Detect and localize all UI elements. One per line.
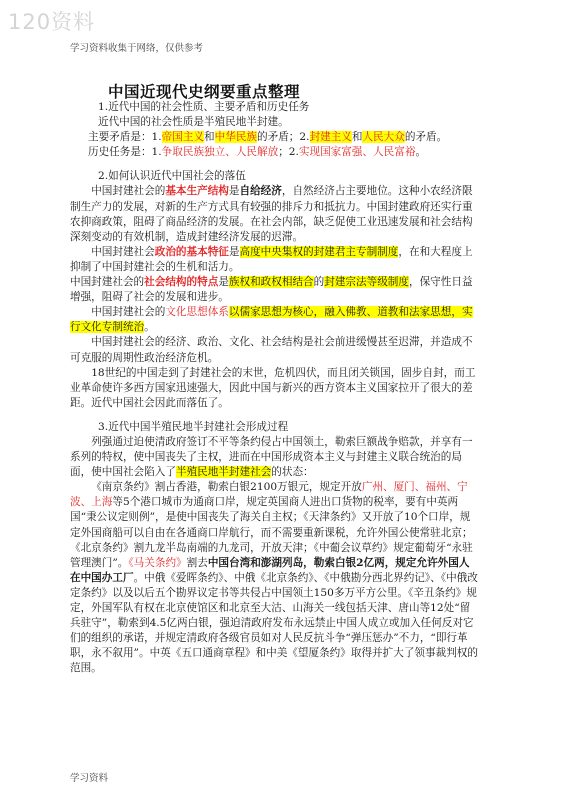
watermark: 120资料 [8, 10, 96, 34]
page-title: 中国近现代史纲要重点整理 [108, 83, 301, 101]
section-2-conclusion: 18世纪的中国走到了封建社会的末世，危机四伏，而且闭关锁国，固步自封，而工业革命使许多西方国家迅速强大，因此中国与新兴的西方资本主义国家拉开了很大的差距。近代中国社会因此而落伍了。 [70, 366, 476, 409]
section-1-heading: 1.近代中国的社会性质、主要矛盾和历史任务 [98, 101, 310, 113]
section-3-treaties: 《南京条约》割占香港，勒索白银2100万银元，规定开放广州、厦门、福州、宁波、上海等5个港口城市为通商口岸，规定英国商人进出口货物的税率，要有中英两国“秉公议定则例”，是使中国丧失了海关自主权；《天津条约》又开放了10个口岸，规定外国商船可以自由在各通商口岸航行，而不需要重新课税，允许外国公使常驻北京；《北京条约》割九龙半岛南端的九龙司，开放天津；《中葡会议草约》规定葡萄牙“永驻管理澳门”。《马关条约》割去中国台湾和澎湖列岛，勒索白银2亿两，规定允许外国人在中国办工厂。中俄《爱晖条约》、中俄《北京条约》、《中俄勘分西北界约记》、《中俄改定条约》以及以后五个勘界议定书等共侵占中国领土150多万平方公里。《辛丑条约》规定，外国军队有权在北京使馆区和北京至大沽、山海关一线包括天津、唐山等12处“留兵驻守”，勒索到4.5亿两白银，强迫清政府发布永远禁止中国人成立或加入任何反对它们的组织的承诺，并规定清政府各级官员如对人民反抗斗争“弹压惩办”不力，“即行革职，永不叙用”。中英《五口通商章程》和中美《望厦条约》取得并扩大了领事裁判权的范围。 [70, 481, 478, 675]
section-3-intro: 列强通过迫使清政府签订不平等条约侵占中国领土，勒索巨额战争赔款，并享有一系列的特权，使中国丧失了主权，进而在中国形成资本主义与封建主义联合统治的局面，使中国社会陷入了半殖民地半封建社会的状态： [70, 435, 473, 479]
section-3-heading: 3.近代中国半殖民地半封建社会形成过程 [98, 420, 289, 433]
section-2-politics: 中国封建社会政治的基本特征是高度中央集权的封建君主专制制度，在和大程度上抑制了中国封建社会的生机和活力。 [70, 245, 473, 273]
section-1-contradictions: 主要矛盾是：1.帝国主义和中华民族的矛盾；2.封建主义和人民大众的矛盾。 [88, 131, 448, 144]
section-2-culture: 中国封建社会的文化思想体系以儒家思想为核心，融入佛教、道教和法家思想，实行文化专制统治。 [70, 306, 473, 334]
section-1-tasks: 历史任务是：1.争取民族独立、人民解放；2.实现国家富强、人民富裕。 [88, 146, 427, 159]
section-2-summary: 中国封建社会的经济、政治、文化、社会结构是社会前进缓慢甚至迟滞，并造成不可克服的周期性政治经济危机。 [70, 336, 473, 364]
section-2-society: 中国封建社会的社会结构的特点是族权和政权相结合的封建宗法等级制度，保守性日益增强，阻碍了社会的发展和进步。 [70, 276, 473, 304]
section-2-heading: 2.如何认识近代中国社会的落伍 [98, 170, 246, 183]
document-body [70, 100, 480, 676]
section-2-economy: 中国封建社会的基本生产结构是自给经济，自然经济占主要地位。这种小农经济限制生产力的发展，对新的生产方式具有较强的排斥力和抵抗力。中国封建政府还实行重农抑商政策，阻碍了商品经济的发展。在社会内部，缺乏促使工业迅速发展和社会结构深刻变动的有效机制，造成封建经济发展的迟滞。 [70, 185, 473, 243]
header-note: 学习资料收集于网络，仅供参考 [70, 43, 204, 54]
section-1-nature: 近代中国的社会性质是半殖民地半封建。 [98, 116, 289, 129]
footer-note: 学习资料 [70, 773, 109, 784]
